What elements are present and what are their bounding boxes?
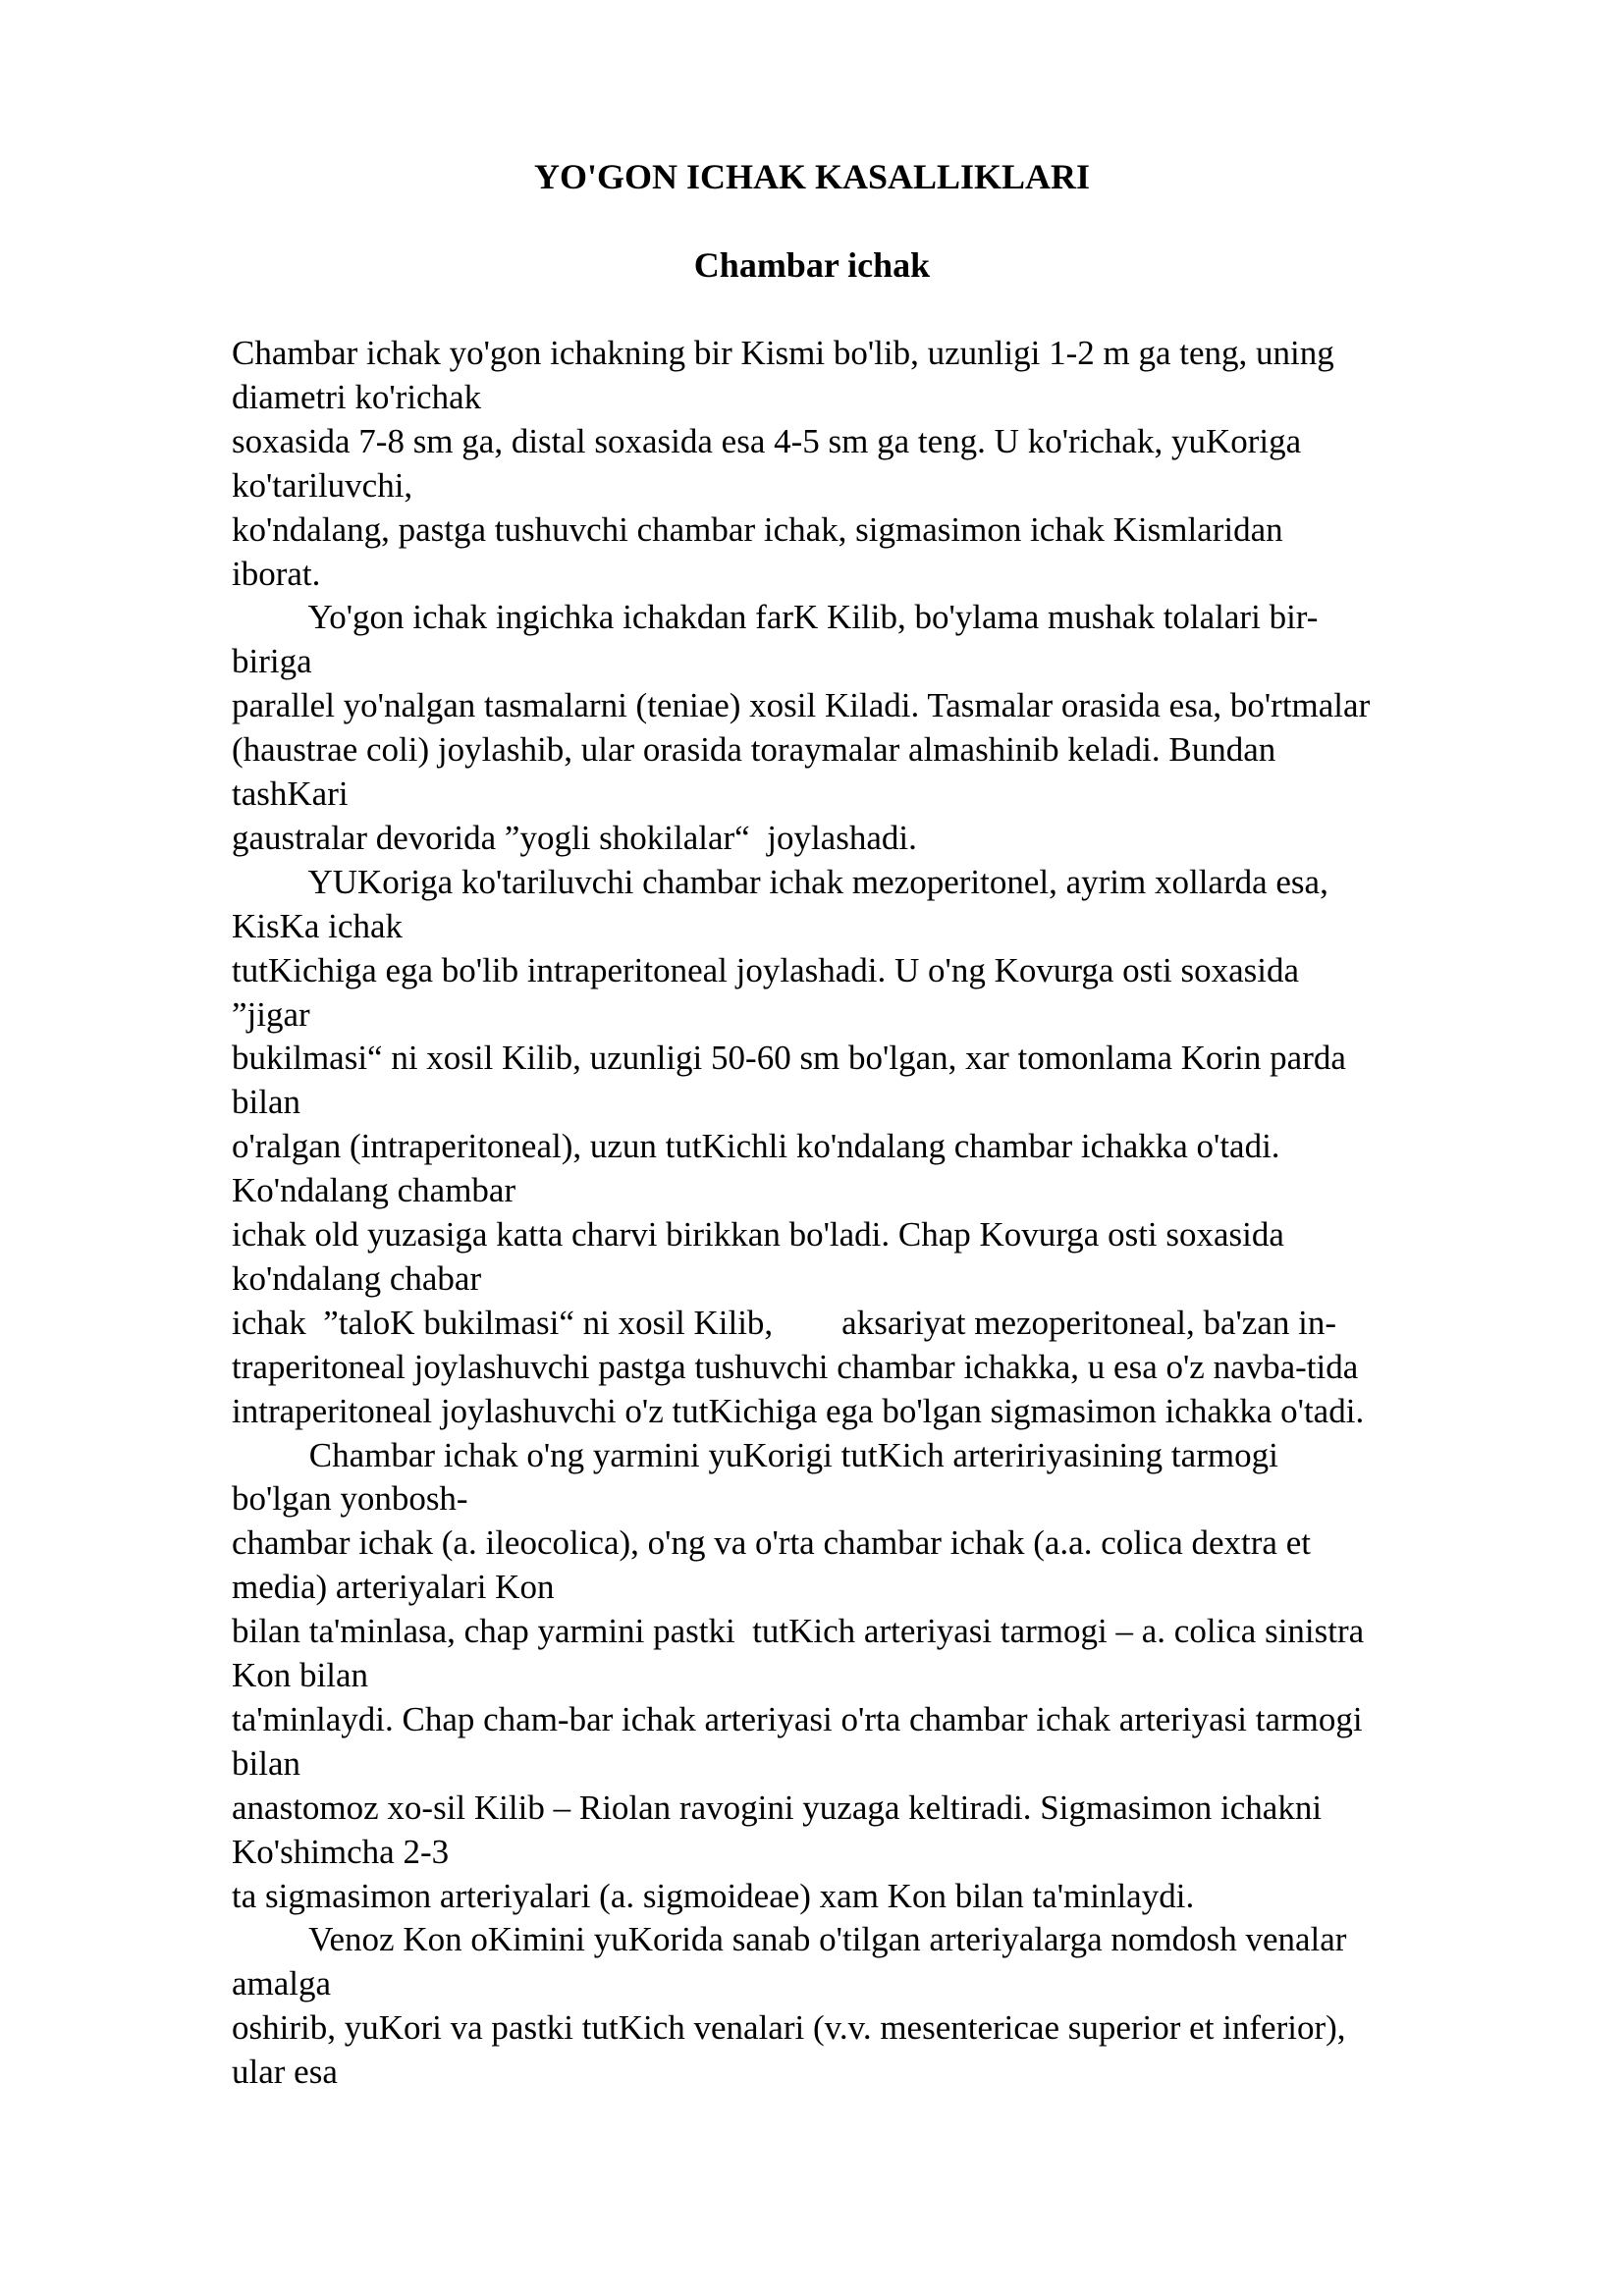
text-line: diametri ko'richak <box>232 377 482 416</box>
text-line: intraperitoneal joylashuvchi o'z tutKichiga ega bo'lgan sigmasimon ichakka o'tadi. <box>232 1391 1365 1430</box>
text-line: bilan ta'minlasa, chap yarmini pastki tutKich arteriyasi tarmogi – a. colica sinistra <box>232 1612 1365 1651</box>
text-line: media) arteriyalari Kon <box>232 1568 555 1607</box>
text-line: bukilmasi“ ni xosil Kilib, uzunligi 50-60 sm bo'lgan, xar tomonlama Korin parda <box>232 1039 1346 1078</box>
text-line: ichak old yuzasiga katta charvi birikkan bo'ladi. Chap Kovurga osti soxasida <box>232 1215 1284 1254</box>
text-line: bilan <box>232 1743 300 1783</box>
text-line: Chambar ichak o'ng yarmini yuKorigi tutKich arteririyasining tarmogi <box>232 1435 1278 1474</box>
text-line: ichak ”taloK bukilmasi“ ni xosil Kilib, aksariyat mezoperitoneal, ba'zan in- <box>232 1303 1337 1342</box>
text-line: parallel yo'nalgan tasmalarni (teniae) xosil Kiladi. Tasmalar orasida esa, bo'rtmalar <box>232 686 1371 725</box>
text-line: bilan <box>232 1083 300 1122</box>
text-line: KisKa ichak <box>232 906 403 945</box>
text-line: Ko'ndalang chambar <box>232 1171 516 1210</box>
text-line: chambar ichak (a. ileocolica), o'ng va o'rta chambar ichak (a.a. colica dextra et <box>232 1523 1311 1563</box>
text-line: soxasida 7-8 sm ga, distal soxasida esa 4-5 sm ga teng. U ko'richak, yuKoriga <box>232 421 1302 460</box>
text-line: o'ralgan (intraperitoneal), uzun tutKichli ko'ndalang chambar ichakka o'tadi. <box>232 1127 1280 1166</box>
text-line: biriga <box>232 642 312 681</box>
text-line: bo'lgan yonbosh- <box>232 1479 468 1519</box>
text-line: ta sigmasimon arteriyalari (a. sigmoideae) xam Kon bilan ta'minlaydi. <box>232 1876 1195 1915</box>
document-title: YO'GON ICHAK KASALLIKLARI <box>533 157 1091 196</box>
text-line: tashKari <box>232 774 349 813</box>
text-line: ko'tariluvchi, <box>232 465 413 505</box>
text-line: oshirib, yuKori va pastki tutKich venalari (v.v. mesentericae superior et inferior), <box>232 2008 1346 2048</box>
text-line: amalga <box>232 1964 332 2003</box>
text-line: gaustralar devorida ”yogli shokilalar“ joylashadi. <box>232 818 917 857</box>
text-line: iborat. <box>232 554 321 593</box>
text-line: Chambar ichak yo'gon ichakning bir Kismi bo'lib, uzunligi 1-2 m ga teng, uning <box>232 334 1334 372</box>
text-line: Kon bilan <box>232 1656 369 1694</box>
text-line: ko'ndalang chabar <box>232 1258 482 1298</box>
text-line: YUKoriga ko'tariluvchi chambar ichak mezoperitonel, ayrim xollarda esa, <box>232 862 1328 901</box>
text-line: traperitoneal joylashuvchi pastga tushuvchi chambar ichakka, u esa o'z navba-tida <box>232 1347 1359 1386</box>
text-line: ko'ndalang, pastga tushuvchi chambar ichak, sigmasimon ichak Kismlaridan <box>232 509 1283 549</box>
text-line: ”jigar <box>232 994 310 1034</box>
text-line: ular esa <box>232 2053 338 2092</box>
text-line: anastomoz xo-sil Kilib – Riolan ravogini yuzaga keltiradi. Sigmasimon ichakni <box>232 1788 1323 1827</box>
section-heading: Chambar ichak <box>693 245 931 285</box>
text-line: Ko'shimcha 2-3 <box>232 1832 450 1871</box>
text-line: tutKichiga ega bo'lib intraperitoneal joylashadi. U o'ng Kovurga osti soxasida <box>232 950 1300 989</box>
text-line: (haustrae coli) joylashib, ular orasida toraymalar almashinib keladi. Bundan <box>232 730 1276 770</box>
text-line: Venoz Kon oKimini yuKorida sanab o'tilgan arteriyalarga nomdosh venalar <box>232 1920 1347 1959</box>
text-line: ta'minlaydi. Chap cham-bar ichak arteriyasi o'rta chambar ichak arteriyasi tarmogi <box>232 1699 1363 1738</box>
text-line: Yo'gon ichak ingichka ichakdan farK Kilib, bo'ylama mushak tolalari bir- <box>232 598 1319 637</box>
